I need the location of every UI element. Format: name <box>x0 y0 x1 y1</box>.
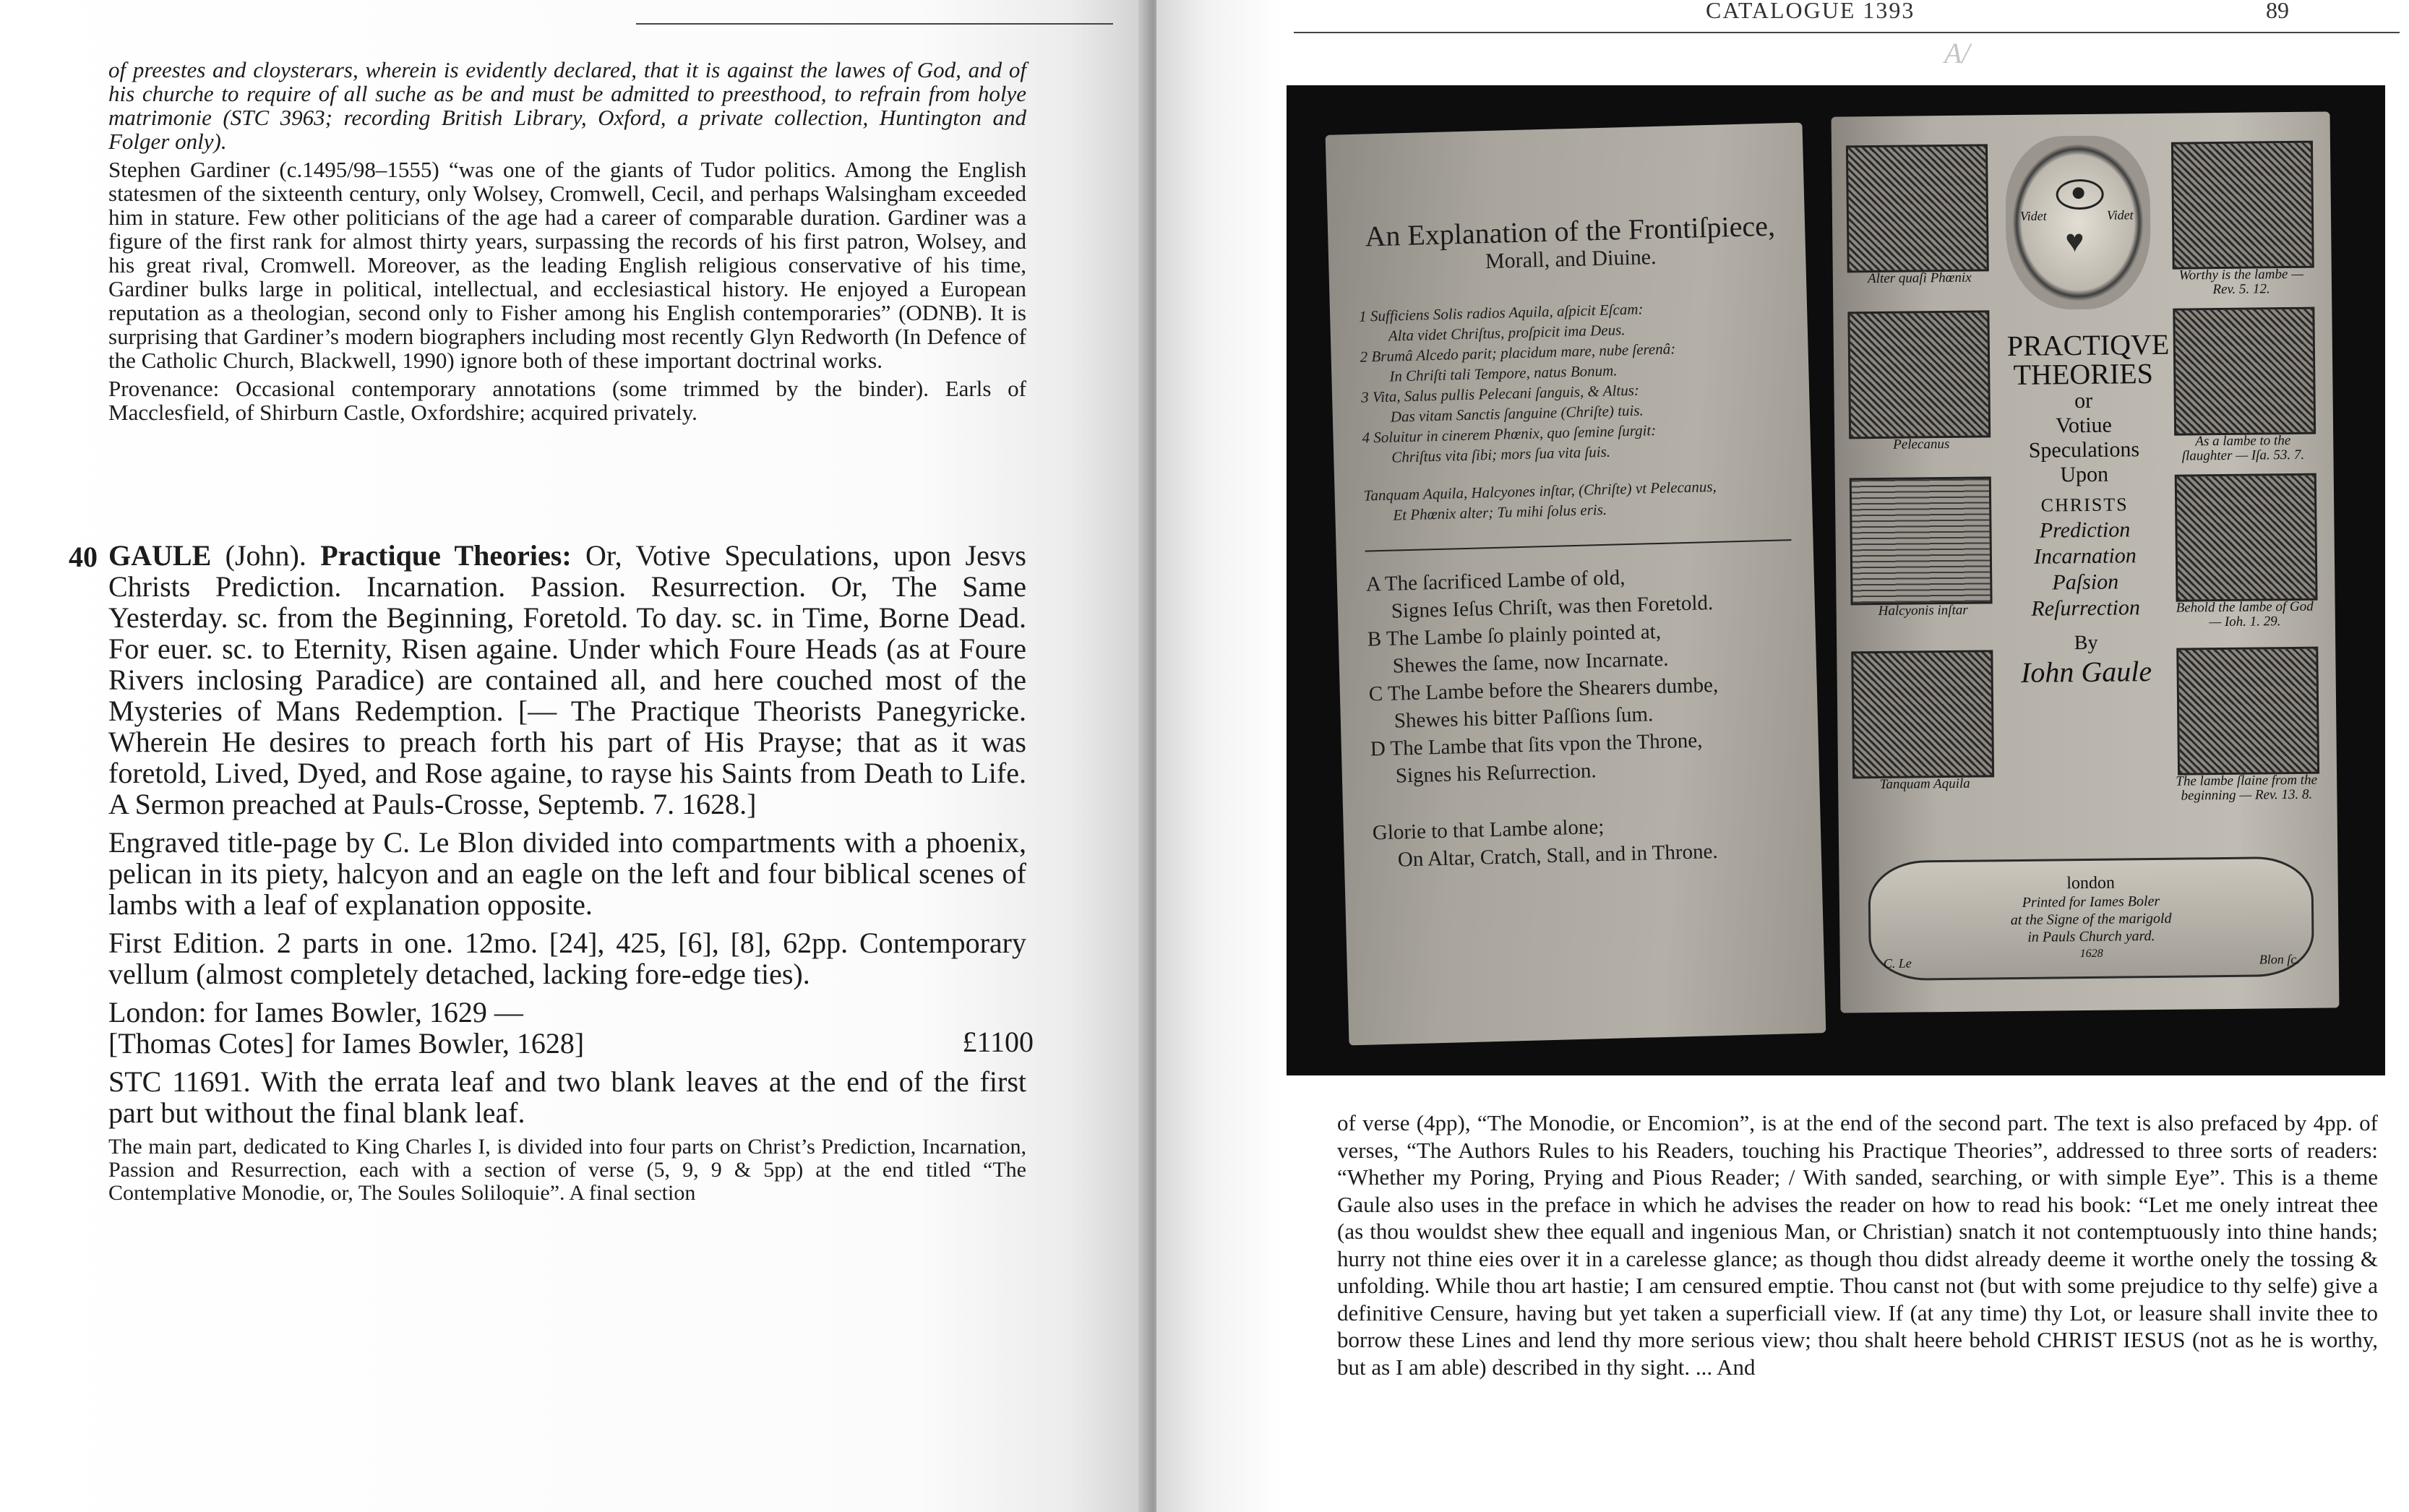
lamb-vignette-d <box>2176 647 2319 776</box>
right-page <box>1156 0 2409 1512</box>
title-line: THEORIES <box>2013 357 2154 392</box>
imprint-line: Printed for Iames Boler <box>2022 893 2160 911</box>
phoenix-caption: Alter quaſi Phœnix <box>1867 270 1972 287</box>
lamb-caption-c: Behold the lambe of God — Ioh. 1. 29. <box>2176 598 2314 630</box>
entry-description: Engraved title-page by C. Le Blon divided into compartments with a phoenix, pelican in its piety, halcyon and an eagle on the left and four biblical scenes of lambs with a leaf of explanation opposite. <box>108 826 1026 921</box>
price: £1100 <box>962 1026 1034 1058</box>
imprint-year: 1628 <box>2079 947 2103 961</box>
engraver-signature-left: C. Le <box>1883 955 1912 971</box>
imprint-row <box>108 996 1034 1060</box>
title-line: or <box>2074 388 2093 413</box>
title-line: CHRISTS <box>2040 494 2129 516</box>
book-photograph <box>1287 85 2385 1075</box>
top-rule-right <box>1294 32 2400 33</box>
entry-note-continued: of verse (4pp), “The Monodie, or Encomion”, is at the end of the second part. The text is also prefaced by 4pp. of verses, “The Authors Rules to his Readers, touching his Practique Theories”, addressed to three sorts of readers: “Whether my Poring, Prying and Pious Reader; / With sanded, searching, or with simple Eye”. This is a theme Gaule also uses in the preface in which he advises the reader on how to read his book: “Let me onely intreat thee (as thou wouldst shew thee equall and ingenious Man, or Christian) snatch it not contemptuously into thine hands; hurry not thine eies over it in a carelesse glance; as though thou didst already deeme it worthe onely the tossing & unfolding. While thou art hastie; I am censured emptie. Thou canst not (but with some prejudice to thy selfe) give a definitive Censure, having but yet taken a superficiall view. If (at any time) thy Lot, or leasure shall invite thee to borrow these Lines and lend thy more serious view; thou shalt heere behold CHRIST IESUS (not as he is worthy, but as I am able) described in thy sight. ... And <box>1337 1110 2378 1380</box>
pencil-annotation: A/ <box>1944 37 1970 69</box>
phoenix-vignette <box>1846 144 1989 272</box>
title-author: Iohn Gaule <box>2020 655 2152 689</box>
page-number: 89 <box>2266 0 2289 23</box>
title-line: Incarnation <box>2033 544 2137 569</box>
previous-entry-provenance: Provenance: Occasional contemporary annotations (some trimmed by the binder). Earls of Macclesfield, of Shirburn Castle, Oxfordshire; acquired privately. <box>108 376 1026 425</box>
halcyon-caption: Halcyonis inſtar <box>1878 602 1968 619</box>
cartouche-word-left: Videt <box>2019 208 2047 223</box>
catalogue-entry <box>69 539 1034 1205</box>
explanation-text <box>1357 210 1800 874</box>
latin-line: 1 Sufficiens Solis radios Aquila, aſpicit Eſcam: <box>1358 300 1644 325</box>
latin-line: Tanquam Aquila, Halcyones inſtar, (Chriſte) vt Pelecanus, <box>1363 477 1717 504</box>
right-column <box>1337 1109 2378 1380</box>
title-line: Upon <box>2060 462 2109 487</box>
english-line: B The Lambe ſo plainly pointed at, <box>1367 619 1662 651</box>
running-head: CATALOGUE 1393 <box>1706 0 1915 23</box>
title-line: Prediction <box>2039 517 2131 543</box>
eagle-caption: Tanquam Aquila <box>1879 776 1970 792</box>
title-line: PRACTIQVE <box>2006 327 2170 363</box>
imprint-line: at the Signe of the marigold <box>2010 910 2172 929</box>
previous-entry-title-end: of preestes and cloysterars, wherein is evidently declared, that it is against the lawes of God, and of his churche to require of all suche as be and must be admitted to preesthood, to refrain from holye matrimonie (STC 3963; recording British Library, Oxford, a private collection, Huntington and Folger only). <box>108 57 1026 154</box>
lamb-caption-d: The lambe ſlaine from the beginning — Rev. 13. 8. <box>2176 772 2318 804</box>
heart-icon: ♥ <box>2065 223 2084 259</box>
left-column <box>69 57 1034 1205</box>
engraved-title-leaf <box>1832 111 2340 1013</box>
latin-line: Chriſtus vita ſibi; mors ſua vita ſuis. <box>1391 442 1611 466</box>
title-line: Votiue <box>2055 413 2113 438</box>
entry-collation: First Edition. 2 parts in one. 12mo. [24], 425, [6], [8], 62pp. Contemporary vellum (almost completely detached, lacking fore-edge ties). <box>108 927 1026 990</box>
lamb-caption-a: Worthy is the lambe — Rev. 5. 12. <box>2178 266 2304 298</box>
frontispiece-leaf <box>1326 123 1826 1046</box>
english-line: Shewes his bitter Paſſions ſum. <box>1394 703 1654 733</box>
pelican-caption: Pelecanus <box>1893 436 1950 452</box>
latin-line: Et Phœnix alter; Tu mihi ſolus eris. <box>1393 500 1607 524</box>
explanation-rule <box>1365 539 1792 551</box>
entry-title <box>108 540 1026 820</box>
english-line: A The ſacrificed Lambe of old, <box>1365 566 1626 596</box>
imprint-town: london <box>2066 873 2116 893</box>
lamb-vignette-b <box>2173 307 2316 436</box>
cartouche-word-right: Videt <box>2106 207 2134 223</box>
engraved-title <box>2006 327 2170 690</box>
left-page <box>0 0 1149 1512</box>
latin-line: Das vitam Sanctis ſanguine (Chriſte) tuis. <box>1390 401 1644 426</box>
author-surname: GAULE <box>108 539 212 572</box>
entry-reference: STC 11691. With the errata leaf and two blank leaves at the end of the first part but without the final blank leaf. <box>108 1065 1026 1129</box>
imprint-line-1: London: for Iames Bowler, 1629 — <box>108 996 523 1028</box>
imprint-cartouche <box>1868 856 2314 981</box>
closing-couplet <box>1372 808 1800 874</box>
latin-line: In Chriſti tali Tempore, natus Bonum. <box>1389 361 1618 385</box>
latin-line: 3 Vita, Salus pullis Pelecani ſanguis, & Altus: <box>1360 381 1640 406</box>
english-line: D The Lambe that ſits vpon the Throne, <box>1370 729 1703 761</box>
full-title: Or, Votive Speculations, upon Jesvs Christs Prediction. Incarnation. Passion. Resurrection. Or, The Same Yesterday. sc. from the Beginning, Foretold. To day. sc. in Time, Borne Dead. For euer. sc. to Eternity, Risen againe. Under which Foure Heads (as at Foure Rivers inclosing Paradice) are contained all, and here couched most of the Mysteries of Mans Redemption. [— The Practique Theorists Panegyricke. Wherein He desires to preach forth his part of His Prayse; that as it was foretold, Lived, Dyed, and Rose againe, to rayse his Saints from Death to Life. A Sermon preached at Pauls-Crosse, Septemb. 7. 1628.] <box>108 539 1026 820</box>
english-line: Signes Ieſus Chriſt, was then Foretold. <box>1391 591 1714 623</box>
top-rule-left <box>636 23 1113 25</box>
imprint-line-2: [Thomas Cotes] for Iames Bowler, 1628] <box>108 1027 585 1060</box>
english-line: Signes his Reſurrection. <box>1395 759 1597 788</box>
closing-line: On Altar, Cratch, Stall, and in Throne. <box>1397 839 1719 872</box>
eye-heart-cartouche <box>2005 135 2152 310</box>
eye-icon <box>2056 179 2103 210</box>
english-line: Shewes the ſame, now Incarnate. <box>1392 647 1669 678</box>
lamb-vignette-a <box>2171 141 2314 270</box>
imprint <box>108 997 1026 1059</box>
eagle-vignette <box>1851 650 1994 778</box>
explanation-subtitle: Morall, and Diuine. <box>1485 244 1657 274</box>
lot-number: 40 <box>69 541 98 573</box>
previous-entry-note: Stephen Gardiner (c.1495/98–1555) “was one of the giants of Tudor politics. Among the English statesmen of the sixteenth century, only Wolsey, Cromwell, Cecil, and perhaps Walsingham exceeded him in stature. Few other politicians of the age had a career of comparable duration. Gardiner was a figure of the first rank for almost thirty years, surpassing the records of his first patron, Wolsey, and his great rival, Cromwell. Moreover, as the leading English religious conservative of his time, Gardiner bulks large in political, intellectual, and ecclesiastical history. He enjoyed a European reputation as a theologian, second only to Fisher among his English contemporaries” (ODNB). It is surprising that Gardiner’s modern biographers including most recently Glyn Redworth (In Defence of the Catholic Church, Blackwell, 1990) ignore both of these important doctrinal works. <box>108 157 1026 373</box>
latin-line: 2 Brumâ Alcedo parit; placidum mare, nube ſerenâ: <box>1360 340 1676 366</box>
title-line: Reſurrection <box>2031 596 2141 621</box>
short-title: Practique Theories: <box>320 539 572 572</box>
imprint-line: in Pauls Church yard. <box>2027 928 2155 945</box>
lamb-vignette-c <box>2175 473 2318 602</box>
engraved-title-page <box>1846 134 2324 999</box>
closing-line: Glorie to that Lambe alone; <box>1372 815 1605 845</box>
engraver-signature-right: Blon ſc. <box>2259 951 2300 967</box>
english-line: C The Lambe before the Shearers dumbe, <box>1368 673 1719 706</box>
latin-line: 4 Soluitur in cinerem Phœnix, quo ſemine ſurgit: <box>1362 421 1657 447</box>
author-forename: (John). <box>211 539 321 572</box>
latin-line: Alta videt Chriſtus, proſpicit ima Deus. <box>1388 321 1626 345</box>
halcyon-vignette <box>1850 476 1993 605</box>
explanation-title: An Explanation of the Frontiſpiece, <box>1364 209 1776 253</box>
title-line: Speculations <box>2028 437 2140 463</box>
pelican-vignette <box>1847 310 1991 439</box>
entry-note-left: The main part, dedicated to King Charles I, is divided into four parts on Christ’s Prediction, Incarnation, Passion and Resurrection, each with a section of verse (5, 9, 9 & 5pp) at the end titled “The Contemplative Monodie, or, The Soules Soliloquie”. A final section <box>108 1135 1026 1205</box>
title-by: By <box>2074 631 2098 655</box>
lamb-caption-b: As a lambe to the ſlaughter — Iſa. 53. 7. <box>2181 433 2305 464</box>
title-line: Paſsion <box>2052 570 2119 595</box>
